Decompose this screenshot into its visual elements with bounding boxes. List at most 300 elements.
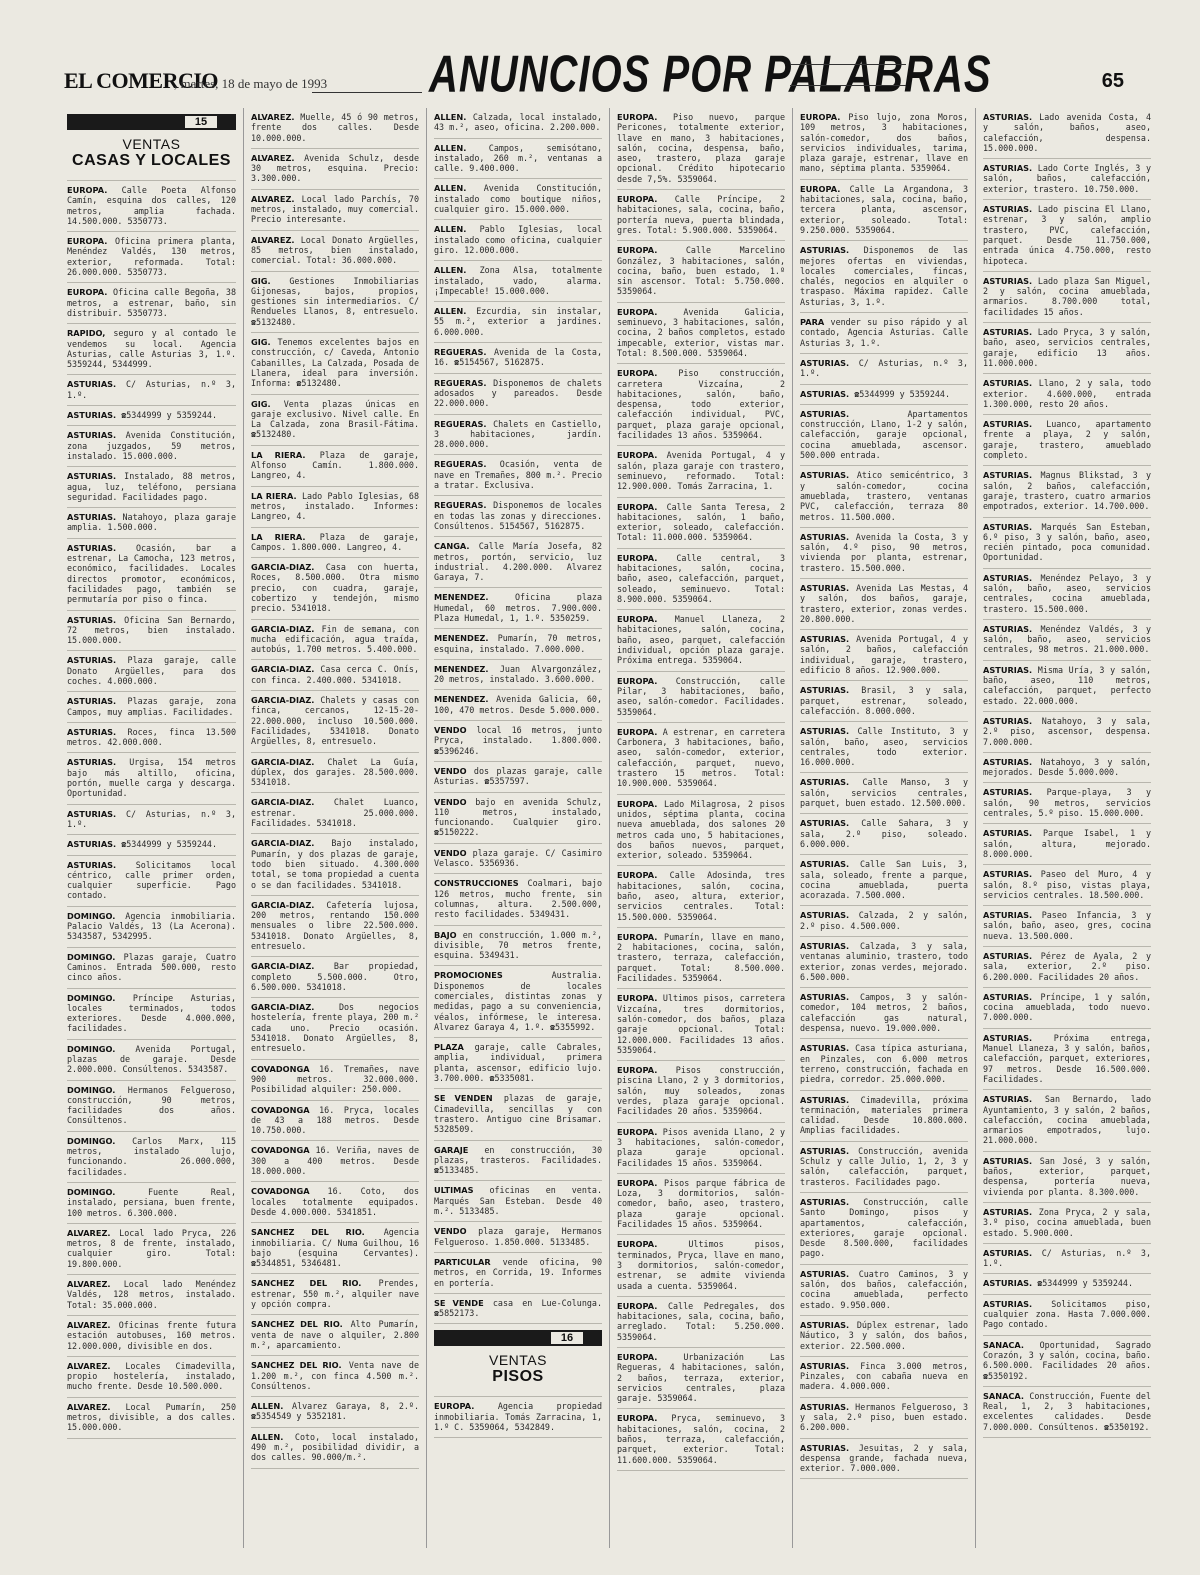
ad-advertiser: EUROPA.: [617, 450, 658, 461]
section-line-2: PISOS: [492, 1368, 544, 1386]
ad-text: Oficina primera planta, Menéndez Valdés, 130 metros, exterior, reformada. Total: 26.000.000. 5350773.: [67, 236, 236, 278]
ad-text: C/ Asturias, n.º 3, 1.º.: [67, 379, 236, 400]
ad-advertiser: EUROPA.: [800, 183, 841, 194]
column-5: [792, 108, 975, 1548]
ad-text: Pisos construcción, piscina Llano, 2 y 3 dormitorios, salón, muy soleados, zonas verdes, plaza garaje opcional. Facilidades 20 años. 5359064.: [617, 1065, 785, 1117]
ad-text: vende oficina, 90 metros, en Corrida, 19. Informes en portería.: [434, 1256, 602, 1288]
classified-ad: [617, 549, 785, 610]
ad-advertiser: ASTURIAS.: [800, 726, 850, 737]
ad-text: Menéndez Pelayo, 3 y salón, baño, aseo, servicios centrales, cocina amueblada, trastero. 15.500.000.: [983, 572, 1151, 614]
ad-text: Coalmari, bajo 126 metros, mucho frente, sin columnas, altura. 2.500.000, resto facilidades. 5349431.: [434, 878, 602, 920]
classified-ad: [434, 793, 602, 844]
ad-text: Venta nave de 1.200 m.², con finca 4.500 m.². Consúltenos.: [251, 1360, 419, 1391]
ad-text: ☎5344999 y 5359244.: [849, 388, 951, 399]
classified-ad: [983, 323, 1151, 374]
classified-ad: [67, 232, 236, 283]
ad-advertiser: ASTURIAS.: [983, 1032, 1033, 1043]
classified-ad: [800, 1039, 968, 1090]
ad-text: Oportunidad, Sagrado Corazón, 3 y salón, cocina, baño. 6.500.000. Facilidades 20 años. ☎5350192.: [983, 1339, 1151, 1381]
classified-ad: [251, 528, 419, 559]
classified-ad: [983, 569, 1151, 620]
ad-text: Plazas garaje, Cuatro Caminos. Entrada 500.000, resto cinco años.: [67, 951, 236, 983]
ad-advertiser: ASTURIAS.: [800, 388, 850, 399]
classified-ad: [617, 1061, 785, 1122]
classified-ad: [251, 1274, 419, 1315]
ad-text: Natahoyo, 3 y sala, 2.º piso, ascensor, despensa. 7.000.000.: [983, 715, 1151, 747]
classified-ad: [434, 220, 602, 261]
classified-ad: [617, 446, 785, 497]
ad-advertiser: ASTURIAS.: [800, 685, 850, 696]
classified-ad: [617, 928, 785, 989]
ad-advertiser: EUROPA.: [434, 1401, 475, 1412]
classified-ad: [434, 690, 602, 721]
ad-text: Urgisa, 154 metros bajo más altillo, oficina, portón, muelle carga y descarga. Oportunidad.: [67, 757, 236, 799]
ad-text: Lado avenida Costa, 4 y salón, baños, aseo, calefacción, despensa. 15.000.000.: [983, 112, 1151, 153]
ad-text: en construcción, 30 plazas, trasteros. Facilidades. ☎5133485.: [434, 1144, 602, 1176]
ad-text: Plaza de garaje, Campos. 1.800.000. Langreo, 4.: [251, 531, 419, 552]
ad-text: Manuel Llaneza, 2 habitaciones, salón, cocina, baño, aseo, parquet, calefacción individual, opción plaza garaje. Próxima entrega. 5359064.: [617, 614, 785, 666]
classified-ad: [251, 190, 419, 231]
classified-ad: [251, 834, 419, 895]
classified-ad: [251, 753, 419, 794]
classified-ad: [251, 558, 419, 619]
classified-ad: [251, 108, 419, 149]
ad-advertiser: EUROPA.: [67, 287, 108, 298]
ad-text: Calle central, 3 habitaciones, salón, cocina, baño, aseo, calefacción, parquet, soleado, seminuevo. Total: 8.900.000. 5359064.: [617, 552, 785, 604]
ad-text: Llano, 2 y sala, todo exterior. 4.600.000, entrada 1.300.000, resto 20 años.: [983, 378, 1151, 409]
ad-text: bajo en avenida Schulz, 110 metros, instalado, funcionando. Cualquier giro. ☎5150222.: [434, 796, 602, 838]
ad-advertiser: ASTURIAS.: [800, 1094, 850, 1105]
ad-text: Instalado, 88 metros, agua, luz, teléfono, persiana seguridad. Facilidades pago.: [67, 471, 236, 502]
ad-advertiser: ASTURIAS.: [983, 521, 1033, 532]
ad-advertiser: GARCIA-DIAZ.: [251, 695, 315, 706]
ad-advertiser: EUROPA.: [617, 993, 658, 1004]
ad-text: Chalet Luanco, estrenar. 25.000.000. Facilidades. 5341018.: [251, 797, 419, 829]
classified-ad: [800, 988, 968, 1039]
ad-advertiser: ASTURIAS.: [800, 1196, 850, 1207]
classified-ad: [67, 723, 236, 754]
ad-advertiser: EUROPA.: [617, 798, 658, 809]
classified-ad: [983, 272, 1151, 323]
classified-ad: [67, 753, 236, 804]
classified-ad: [800, 405, 968, 466]
ad-advertiser: EUROPA.: [617, 194, 658, 205]
ad-text: Oficina calle Begoña, 38 metros, a estrenar, baño, sin distribuir. 5350773.: [67, 287, 236, 318]
ad-advertiser: ASTURIAS.: [800, 1401, 850, 1412]
ad-advertiser: ASTURIAS.: [800, 357, 850, 368]
classified-ad: [251, 1182, 419, 1223]
ad-advertiser: DOMINGO.: [67, 910, 116, 921]
newspaper-logo: EL COMERCIO: [64, 68, 219, 93]
ad-advertiser: ASTURIAS.: [67, 757, 117, 768]
classified-ad: [800, 1142, 968, 1193]
ad-text: Juan Alvargonzález, 20 metros, instalado. 3.600.000.: [434, 663, 602, 685]
ad-text: Finca 3.000 metros, Pinzales, con cabaña nueva en madera. 4.000.000.: [800, 1360, 968, 1392]
ad-text: Calle Príncipe, 2 habitaciones, sala, cocina, baño, portería nueva, puerta blindada, gres. Total: 5.900.000. 5359064.: [617, 194, 785, 235]
ad-advertiser: PROMOCIONES: [434, 970, 503, 981]
ad-advertiser: ALVAREZ.: [67, 1279, 111, 1290]
ad-text: Cuatro Caminos, 3 y salón, dos baños, calefacción, cocina amueblada, perfecto estado. 9.950.000.: [800, 1268, 968, 1310]
ad-advertiser: GIG.: [251, 275, 271, 286]
ad-advertiser: DOMINGO.: [67, 992, 116, 1003]
section-header-15: [67, 108, 236, 181]
ad-advertiser: ASTURIAS.: [67, 614, 117, 625]
ad-text: Casa cerca C. Onís, con finca. 2.400.000. 5341018.: [251, 664, 419, 685]
ad-advertiser: ASTURIAS.: [983, 1298, 1033, 1309]
ad-advertiser: EUROPA.: [617, 1351, 658, 1362]
classified-ad: [67, 181, 236, 232]
ad-text: Marqués San Esteban, 6.º piso, 3 y salón, baño, aseo, recién pintado, poca comunidad. Oportunidad.: [983, 521, 1151, 563]
classified-ad: [251, 333, 419, 394]
classified-ad: [983, 159, 1151, 200]
ad-text: Príncipe, 1 y salón, cocina amueblada, todo nuevo. 7.000.000.: [983, 991, 1151, 1023]
classified-ad: [983, 466, 1151, 517]
ad-text: Solicitamos local céntrico, calle primer orden, cualquier superficie. Pago contado.: [67, 859, 236, 901]
classified-ad: [67, 651, 236, 692]
ad-advertiser: ASTURIAS.: [983, 869, 1033, 880]
classified-ad: [434, 629, 602, 660]
ad-text: Ultimos pisos, carretera Vizcaína, tres dormitorios, salón-comedor, dos baños, plaza garaje opcional. Total: 12.000.000. Facilidades 13 años. 5359064.: [617, 993, 785, 1055]
ad-advertiser: ALLEN.: [251, 1431, 284, 1442]
classified-ad: [251, 1397, 419, 1428]
ad-advertiser: ASTURIAS.: [983, 787, 1033, 798]
ad-advertiser: ASTURIAS.: [983, 1278, 1033, 1289]
ad-text: Disponemos de las mejores ofertas en viviendas, locales comerciales, fincas, chalés, negocios en alquiler o traspaso. Máxima rapidez. Calle Asturias, 3, 1.º.: [800, 245, 968, 307]
ad-text: Coto, local instalado, 490 m.², posibilidad dividir, a dos calles. 90.000/m.².: [251, 1431, 419, 1463]
classified-ad: [67, 324, 236, 375]
ad-text: Avenida Galicia, seminuevo, 3 habitaciones, salón, cocina, 2 baños completos, estado impecable, exterior, vistas mar. Total: 8.500.000. 5359064.: [617, 306, 785, 358]
ad-advertiser: VENDO: [434, 796, 467, 807]
ad-text: Avenida de la Costa, 16. ☎5154567, 5162875.: [434, 347, 602, 368]
classified-ad: [983, 865, 1151, 906]
ad-text: Calle Pedregales, dos habitaciones, sala, cocina, baño, arreglado. Total: 5.250.000. 5359064.: [617, 1300, 785, 1342]
ad-advertiser: GARCIA-DIAZ.: [251, 1002, 315, 1013]
ad-advertiser: SANCHEZ DEL RIO.: [251, 1278, 362, 1289]
classified-ad: [434, 926, 602, 967]
ad-text: Zona Alsa, totalmente instalado, vado, alarma. ¡Impecable! 15.000.000.: [434, 265, 602, 296]
section-line-2: CASAS Y LOCALES: [72, 152, 231, 169]
classified-ad: [617, 672, 785, 723]
ad-text: Zona Pryca, 2 y sala, 3.º piso, cocina amueblada, buen estado. 5.900.000.: [983, 1206, 1151, 1238]
section-bar: [434, 1330, 602, 1346]
ad-text: Jesuitas, 2 y sala, despensa grande, fachada nueva, exterior. 7.000.000.: [800, 1442, 968, 1474]
classified-ad: [983, 783, 1151, 824]
ad-advertiser: SANACA.: [983, 1339, 1025, 1350]
ad-advertiser: GIG.: [251, 398, 271, 409]
ad-text: Avenida Portugal, 4 y salón, 2 baños, calefacción individual, garaje, trastero, edificio 8 años. 12.900.000.: [800, 634, 968, 676]
classified-ad: [617, 1348, 785, 1409]
ad-text: Lado Pryca, 3 y salón, baño, aseo, servicios centrales, garaje, edificio 13 años. 11.000.000.: [983, 327, 1151, 368]
classified-ad: [800, 1265, 968, 1316]
ad-text: Paseo Infancia, 3 y salón, baño, aseo, gres, cocina nueva. 13.500.000.: [983, 910, 1151, 941]
ad-text: Locales Cimadevilla, propio hostelería, instalado, mucho frente. Desde 10.500.000.: [67, 1360, 236, 1392]
classified-ad: [800, 1316, 968, 1357]
ad-advertiser: SANCHEZ DEL RIO.: [251, 1227, 365, 1238]
ad-text: Menéndez Valdés, 3 y salón, baño, aseo, servicios centrales, 98 metros. 21.000.000.: [983, 623, 1151, 655]
ad-advertiser: EUROPA.: [617, 1126, 658, 1137]
classified-ad: [67, 1357, 236, 1398]
classified-ad: [434, 139, 602, 180]
ad-advertiser: ASTURIAS.: [983, 163, 1033, 174]
classified-ad: [67, 1398, 236, 1439]
ad-advertiser: ASTURIAS.: [67, 410, 117, 421]
ad-text: Fuente Real, instalado, persiana, buen frente, 100 metros. 6.300.000.: [67, 1186, 236, 1218]
ad-advertiser: ASTURIAS.: [983, 951, 1033, 961]
classified-ad: [800, 108, 968, 180]
ad-text: Pumarín, llave en mano, 2 habitaciones, cocina, salón, trastero, terraza, calefacción, parquet. Total: 8.500.000. Facilidades. 5359064.: [617, 931, 785, 984]
ad-advertiser: CONSTRUCCIONES: [434, 878, 519, 889]
classified-ad: [434, 415, 602, 456]
classified-ad: [617, 303, 785, 364]
ad-text: Natahoyo, plaza garaje amplia. 1.500.000.: [67, 512, 236, 533]
classified-ad: [251, 1315, 419, 1356]
classified-ad: [617, 723, 785, 795]
ad-text: Magnus Blikstad, 3 y salón, 2 baños, calefacción, garaje, trastero, cuatro armarios empotrados, exterior. 14.700.000.: [983, 470, 1151, 512]
ad-text: Chalets en Castiello, 3 habitaciones, jardín. 28.000.000.: [434, 418, 602, 450]
classified-ad: [251, 896, 419, 957]
ad-advertiser: VENDO: [434, 725, 467, 736]
ad-advertiser: ASTURIAS.: [800, 245, 850, 256]
classified-ad: [983, 661, 1151, 712]
ad-advertiser: ASTURIAS.: [983, 664, 1033, 675]
ad-advertiser: ASTURIAS.: [67, 542, 117, 553]
classified-ad: [617, 1174, 785, 1235]
classified-ad: [434, 374, 602, 415]
ad-advertiser: ALLEN.: [434, 142, 467, 153]
ad-text: Calle Santa Teresa, 2 habitaciones, salón, 1 baño, exterior, soleado, calefacción. Total: 11.000.000. 5359064.: [617, 501, 785, 543]
ad-advertiser: EUROPA.: [617, 931, 658, 942]
ad-text: Tenemos excelentes bajos en construcción, c/ Caveda, Antonio Cabanilles, La Calzada, Posada de Llanera, ideal para inversión. Informa: ☎5132480.: [251, 337, 419, 389]
classified-ad: [800, 937, 968, 988]
classified-ad: [983, 415, 1151, 466]
ad-text: Avenida la Costa, 3 y salón, 4.º piso, 90 metros, vivienda por planta, estrenar, trastero. 15.500.000.: [800, 531, 968, 573]
ad-advertiser: VENDO: [434, 1226, 467, 1237]
ad-text: Chalet La Guía, dúplex, dos garajes. 28.500.000. 5341018.: [251, 756, 419, 788]
ad-advertiser: GARCIA-DIAZ.: [251, 961, 315, 972]
ad-advertiser: ASTURIAS.: [800, 408, 850, 419]
ad-advertiser: ALLEN.: [434, 112, 467, 122]
ad-text: Lado Corte Inglés, 3 y salón, baños, calefacción, exterior, trastero. 10.750.000.: [983, 163, 1151, 194]
classified-ad: [251, 620, 419, 661]
classified-ad: [800, 855, 968, 906]
ad-text: oficinas en venta. Marqués San Esteban. Desde 40 m.². 5133485.: [434, 1185, 602, 1217]
classified-ad: [617, 108, 785, 190]
ad-advertiser: ASTURIAS.: [67, 471, 117, 482]
ad-text: Venta plazas únicas en garaje exclusivo. Nivel calle. En La Calzada, zona Brasil-Fátima. ☎5132480.: [251, 398, 419, 440]
ad-text: local 16 metros, junto Pryca, instalado. 1.800.000. ☎5396246.: [434, 725, 602, 756]
ad-advertiser: ASTURIAS.: [800, 992, 850, 1003]
ad-advertiser: MENENDEZ.: [434, 592, 489, 603]
ad-text: Hermanos Felgueroso, 3 y sala, 2.º piso, buen estado. 6.200.000.: [800, 1401, 968, 1433]
classified-ad: [251, 660, 419, 691]
ad-advertiser: RAPIDO,: [67, 328, 106, 339]
classified-ad: [251, 446, 419, 487]
classified-ad: [67, 1183, 236, 1224]
classified-ad: [434, 1089, 602, 1140]
ad-advertiser: ASTURIAS.: [983, 378, 1033, 389]
ad-text: Calle Poeta Alfonso Camín, esquina dos calles, 120 metros, amplia fachada. 14.500.000. 5350773.: [67, 185, 236, 226]
ad-advertiser: EUROPA.: [617, 1300, 658, 1311]
ad-advertiser: EUROPA.: [617, 1177, 658, 1188]
classified-ad: [983, 1244, 1151, 1275]
classified-ad: [434, 455, 602, 496]
ad-advertiser: COVADONGA: [251, 1104, 310, 1115]
ad-advertiser: ASTURIAS.: [983, 910, 1033, 921]
classified-ad: [67, 508, 236, 539]
classified-ad: [434, 1038, 602, 1089]
ad-advertiser: ASTURIAS.: [983, 828, 1033, 839]
ad-text: Gestiones Inmobiliarias Gijonesas, bajos, propios, gestiones sin intermediarios. C/ Rendueles Llanos, 8, entresuelo. ☎5132480.: [251, 275, 419, 327]
classified-ad: [67, 539, 236, 611]
ad-text: Calle Sahara, 3 y sala, 2.º piso, soleado. 6.000.000.: [800, 818, 968, 849]
classified-ad: [251, 998, 419, 1059]
ad-advertiser: ALVAREZ.: [67, 1227, 111, 1238]
ad-text: Avenida Portugal, plazas de garaje. Desde 2.000.000. Consúltenos. 5343587.: [67, 1043, 236, 1075]
ad-advertiser: ASTURIAS.: [800, 818, 850, 829]
ad-advertiser: ASTURIAS.: [800, 1319, 850, 1330]
ad-text: plaza garaje, Hermanos Felgueroso. 1.850.000. 5133485.: [434, 1226, 602, 1247]
classified-ad: [800, 722, 968, 773]
classified-ad: [617, 190, 785, 241]
classified-ad: [251, 793, 419, 834]
ad-advertiser: SANCHEZ DEL RIO.: [251, 1319, 343, 1330]
ad-advertiser: ASTURIAS.: [67, 430, 117, 441]
classified-ad: [983, 1295, 1151, 1336]
ad-advertiser: LA RIERA.: [251, 531, 306, 542]
ad-text: Roces, finca 13.500 metros. 42.000.000.: [67, 726, 236, 748]
ad-advertiser: SE VENDE: [434, 1297, 484, 1308]
ad-advertiser: EUROPA.: [617, 245, 658, 256]
ad-advertiser: ASTURIAS.: [800, 1442, 850, 1453]
ad-advertiser: ASTURIAS.: [67, 859, 117, 870]
classified-ad: [983, 947, 1151, 988]
ad-advertiser: REGUERAS.: [434, 418, 487, 429]
classified-ad: [251, 1356, 419, 1397]
ad-text: Lado piscina El Llano, estrenar, 3 y salón, amplio trastero, PVC, calefacción, parquet. Desde 11.750.000, entrada única 4.750.000, resto hipoteca.: [983, 204, 1151, 266]
classified-ad: [67, 856, 236, 907]
ad-text: Calle Instituto, 3 y salón, baño, aseo, servicios centrales, todo exterior. 16.000.000.: [800, 726, 968, 768]
classified-ad: [617, 1235, 785, 1296]
ad-text: Piso lujo, zona Moros, 109 metros, 3 habitaciones, salón-comedor, dos baños, servicios individuales, tarima, plaza garaje, estrenar, llave en mano, séptima planta. 5359064.: [800, 112, 968, 174]
ad-text: Bajo instalado, Pumarín, y dos plazas de garaje, todo bien situado. 4.300.000 total, se toma propiedad a cuenta o se dan facilidades. 5341018.: [251, 838, 419, 890]
ad-text: Calle La Argandona, 3 habitaciones, sala, cocina, baño, tercera planta, ascensor, exterior, soleado. Total: 9.250.000. 5359064.: [800, 183, 968, 235]
ad-advertiser: ASTURIAS.: [983, 1206, 1033, 1217]
classified-ad: [67, 1316, 236, 1357]
classified-ad: [983, 620, 1151, 661]
ad-text: Brasil, 3 y sala, parquet, estrenar, soleado, calefacción. 8.000.000.: [800, 685, 968, 716]
classified-ad: [434, 1397, 602, 1438]
ad-text: Australia. Disponemos de locales comerciales, distintas zonas y medidas, pago a su conveniencia, véalos, infórmese, le interesa. Alvarez Garaya 4, 1.º. ☎5355992.: [434, 970, 602, 1032]
classified-ad: [800, 466, 968, 527]
classified-ad: [983, 108, 1151, 159]
ad-text: Pisos avenida Llano, 2 y 3 habitaciones, salón-comedor, plaza garaje opcional. Facilidades 15 años. 5359064.: [617, 1126, 785, 1168]
ad-advertiser: ALLEN.: [434, 306, 467, 317]
section-bar: [67, 114, 236, 130]
ad-advertiser: ALLEN.: [434, 265, 467, 276]
ad-advertiser: MENENDEZ.: [434, 633, 489, 644]
classified-ad: [617, 866, 785, 927]
ad-advertiser: MENENDEZ.: [434, 694, 489, 705]
ad-advertiser: ALLEN.: [434, 183, 467, 194]
ad-text: Calle Marcelino González, 3 habitaciones, salón, cocina, baño, buen estado, 1.º sin ascensor. Total: 5.750.000. 5359064.: [617, 245, 785, 297]
classified-ad: [251, 395, 419, 446]
ad-advertiser: ASTURIAS.: [67, 379, 117, 390]
classified-ad: [983, 906, 1151, 947]
ad-advertiser: ASTURIAS.: [800, 910, 850, 921]
ad-text: ☎5344999 y 5359244.: [116, 839, 218, 850]
masthead-rule-right: [790, 64, 906, 86]
classified-ad: [67, 805, 236, 836]
ad-advertiser: ASTURIAS.: [983, 204, 1033, 215]
ad-text: Avenida Galicia, 60, 100, 470 metros. Desde 5.000.000.: [434, 694, 602, 715]
classified-ad: [617, 989, 785, 1061]
ad-text: dos plazas garaje, calle Asturias. ☎5357597.: [434, 765, 602, 787]
ad-advertiser: GARCIA-DIAZ.: [251, 664, 315, 675]
ad-text: San Bernardo, lado Ayuntamiento, 3 y salón, 2 baños, calefacción, cocina amueblada, armarios empotrados, lujo. 21.000.000.: [983, 1094, 1151, 1146]
classified-ad: [434, 261, 602, 302]
ad-advertiser: COVADONGA: [251, 1145, 310, 1156]
ad-text: Construcción, calle Santo Domingo, pisos y apartamentos, calefacción, exteriores, garaje opcional. Desde 8.500.000, facilidades pago.: [800, 1196, 968, 1259]
ad-advertiser: GARCIA-DIAZ.: [251, 797, 315, 808]
column-6: [975, 108, 1158, 1548]
classified-ad: [251, 1141, 419, 1182]
ad-text: Próxima entrega, Manuel Llaneza, 3 y salón, baños, calefacción, parquet, exteriores, 97 metros. Desde 16.500.000. Facilidades.: [983, 1032, 1151, 1084]
classified-columns: [60, 108, 1160, 1548]
classified-ad: [67, 283, 236, 324]
ad-text: Cafetería lujosa, 200 metros, rentando 150.000 mensuales o libre 22.500.000. 5341018. Donato Argüelles, 8, entresuelo.: [251, 899, 419, 951]
classified-ad: [617, 241, 785, 302]
classified-ad: [67, 1224, 236, 1275]
ad-advertiser: ASTURIAS.: [983, 623, 1033, 634]
ad-advertiser: SE VENDEN: [434, 1093, 493, 1104]
ad-advertiser: GIG.: [251, 337, 271, 348]
ad-advertiser: ASTURIAS.: [800, 859, 850, 870]
classified-ad: [983, 200, 1151, 272]
classified-ad: [67, 835, 236, 855]
ad-advertiser: ASTURIAS.: [67, 808, 117, 819]
ad-advertiser: ALVAREZ.: [251, 112, 295, 122]
ad-advertiser: EUROPA.: [67, 185, 108, 195]
ad-text: Misma Uría, 3 y salón, baño, aseo, 110 metros, calefacción, parquet, perfecto estado. 22.000.000.: [983, 664, 1151, 706]
ad-advertiser: DOMINGO.: [67, 1135, 116, 1146]
classified-ad: [617, 795, 785, 867]
ad-text: Agencia inmobiliaria. Palacio Valdés, 13 (La Acerona). 5343587, 5342995.: [67, 910, 236, 942]
ad-advertiser: MENENDEZ.: [434, 663, 489, 674]
ad-advertiser: ASTURIAS.: [800, 634, 850, 645]
ad-text: Plaza garaje, calle Donato Argüelles, para dos coches. 4.000.000.: [67, 655, 236, 686]
ad-advertiser: DOMINGO.: [67, 1043, 116, 1054]
ad-advertiser: EUROPA.: [617, 552, 658, 563]
classified-ad: [434, 496, 602, 537]
classified-ad: [983, 1387, 1151, 1438]
classified-ad: [251, 487, 419, 528]
ad-text: Príncipe Asturias, locales terminados, todos exteriores. Desde 4.000.000, facilidades.: [67, 992, 236, 1034]
ad-text: Casa típica asturiana, en Pinzales, con 6.000 metros terreno, construcción, fachada en piedra, corredor. 25.000.000.: [800, 1043, 968, 1085]
ad-text: Urbanización Las Regueras, 4 habitaciones, salón, 2 baños, terraza, exterior, servicios centrales, plaza garaje. 5359064.: [617, 1351, 785, 1404]
ad-advertiser: EUROPA.: [617, 501, 658, 512]
ad-text: Pablo Iglesias, local instalado como oficina, cualquier giro. 12.000.000.: [434, 224, 602, 255]
ad-advertiser: EUROPA.: [617, 368, 658, 379]
ad-text: Calle Manso, 3 y salón, servicios centrales, parquet, buen estado. 12.500.000.: [800, 777, 968, 809]
ad-text: San José, 3 y salón, baños, exterior, parquet, despensa, portería nueva, vivienda por planta. 8.300.000.: [983, 1155, 1151, 1197]
ad-text: Avenida Portugal, 4 y salón, plaza garaje con trastero, seminuevo, reformado. Total: 12.900.000. Tomás Zarracina, 1.: [617, 450, 785, 492]
ad-text: Piso construcción, carretera Vizcaína, 2 habitaciones, salón, baño, despensa, todo exterior, calefacción individual, PVC, parquet, plaza garaje opcional, facilidades 13 años. 5359064.: [617, 368, 785, 441]
ad-text: Avenida Constitución, instalado como boutique niños, cualquier giro. 15.000.000.: [434, 183, 602, 215]
ad-text: plazas de garaje, Cimadevilla, sencillas y con trastero. Antiguo cine Brisamar. 5328509.: [434, 1093, 602, 1135]
section-title: ANUNCIOS POR PALABRAS: [429, 46, 992, 104]
classified-ad: [434, 588, 602, 629]
ad-advertiser: COVADONGA: [251, 1063, 310, 1074]
